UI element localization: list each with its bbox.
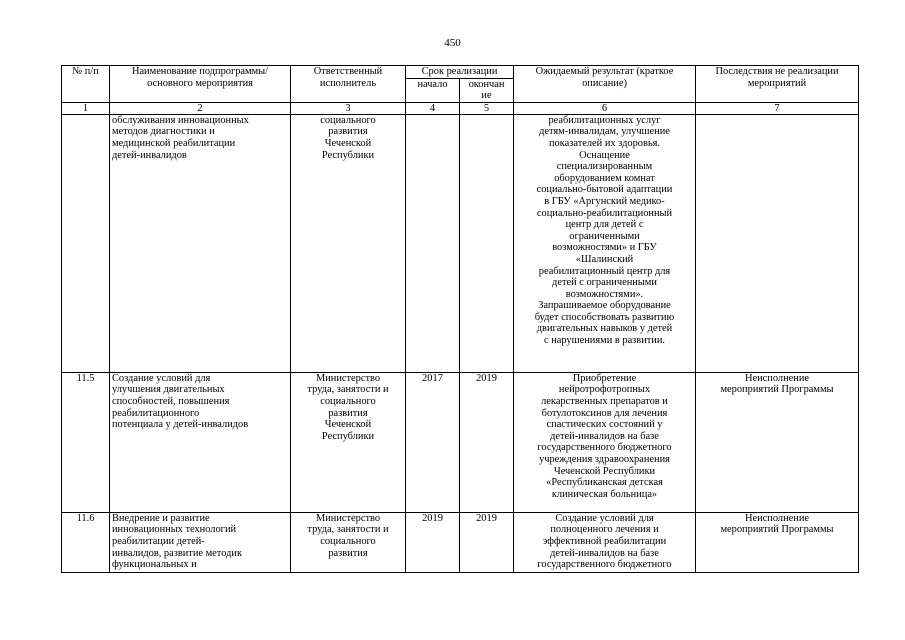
cell-line: в ГБУ «Аргунский медико- [544, 195, 665, 207]
cell-line: лекарственных препаратов и [541, 395, 668, 407]
cell-line: Неисполнение [745, 512, 809, 524]
cell-line: Министерство [315, 512, 381, 524]
cell-line: эффективной реабилитации [542, 535, 667, 547]
cell-line: государственного бюджетного [537, 442, 672, 454]
row-expected-result [514, 372, 696, 512]
cell-line: детей с ограниченными [552, 277, 657, 289]
row-responsible [291, 114, 406, 372]
cell-line: «Республиканская детская [546, 477, 663, 489]
cell-line: Оснащение [579, 149, 630, 161]
cell-line: ограниченными [569, 230, 640, 242]
program-table [61, 65, 859, 573]
cell-line: обслуживания инновационных [112, 114, 249, 126]
cell-line: Чеченской [324, 419, 372, 431]
row-start-year [406, 114, 460, 372]
cell-line: Министерство [315, 372, 381, 384]
column-number-row [62, 102, 859, 114]
cell-line: Чеченской Республики [553, 465, 656, 477]
header-responsible [291, 66, 406, 103]
cell-line: функциональных и [112, 559, 197, 571]
row-number: 11.6 [62, 512, 110, 572]
cell-line: социального [320, 395, 376, 407]
cell-line: развития [328, 126, 368, 138]
cell-line: нейротрофотропных [558, 384, 651, 396]
cell-line: окончан [468, 78, 505, 90]
header-consequences [696, 66, 859, 103]
row-name [110, 512, 291, 572]
header-term: Срок реализации [406, 66, 514, 79]
cell-line: основного мероприятия [147, 77, 253, 89]
column-number: 2 [110, 102, 291, 114]
cell-line: Чеченской [324, 137, 372, 149]
row-consequences [696, 512, 859, 572]
cell-line: Создание условий для [555, 512, 654, 524]
cell-line: возможностями». [565, 288, 644, 300]
cell-line: с нарушениями в развитии. [543, 335, 666, 347]
cell-line: специализированным [556, 161, 653, 173]
cell-line: ие [481, 90, 492, 102]
cell-line: мероприятий [747, 77, 807, 89]
table-row [62, 114, 859, 372]
row-expected-result [514, 512, 696, 572]
row-start-year: 2019 [406, 512, 460, 572]
cell-line: потенциала у детей-инвалидов [112, 419, 249, 431]
cell-line: труда, занятости и [307, 384, 389, 396]
cell-line: реабилитационный центр для [538, 265, 671, 277]
header-start: начало [406, 78, 460, 102]
cell-line: полноценного лечения и [550, 524, 659, 536]
header-num: № п/п [62, 66, 110, 103]
cell-line: мероприятий Программы [720, 524, 834, 536]
cell-line: Наименование подпрограммы/ [131, 66, 269, 77]
cell-line: спастических состояний у [546, 419, 663, 431]
cell-line: детей-инвалидов на базе [550, 430, 659, 442]
cell-line: социально-бытовой адаптации [536, 184, 673, 196]
header-result [514, 66, 696, 103]
cell-line: способностей, повышения [112, 395, 230, 407]
cell-line: центр для детей с [565, 219, 644, 231]
row-number [62, 114, 110, 372]
row-expected-result [514, 114, 696, 372]
row-number: 11.5 [62, 372, 110, 512]
cell-line: возможностями» и ГБУ [552, 242, 657, 254]
column-number: 4 [406, 102, 460, 114]
row-responsible [291, 512, 406, 572]
cell-line: реабилитационного [112, 407, 200, 419]
cell-line: развития [328, 407, 368, 419]
row-end-year: 2019 [460, 512, 514, 572]
cell-line: двигательных навыков у детей [536, 323, 673, 335]
cell-line: реабилитационных услуг [548, 114, 661, 126]
cell-line: инвалидов, развитие методик [112, 547, 242, 559]
cell-line: социального [320, 114, 376, 126]
cell-line: клиническая больница» [551, 488, 658, 500]
column-number: 6 [514, 102, 696, 114]
cell-line: ботулотоксинов для лечения [541, 407, 668, 419]
row-responsible [291, 372, 406, 512]
cell-line: детей-инвалидов [112, 149, 187, 161]
cell-line: Создание условий для [112, 372, 211, 384]
cell-line: Внедрение и развитие [112, 512, 210, 524]
cell-line: методов диагностики и [112, 126, 215, 138]
cell-line: «Шалинский [575, 253, 634, 265]
cell-line: исполнитель [319, 77, 377, 89]
column-number: 7 [696, 102, 859, 114]
table-row [62, 372, 859, 512]
cell-line: мероприятий Программы [720, 384, 834, 396]
cell-line: государственного бюджетного [537, 559, 672, 571]
cell-line: детям-инвалидам, улучшение [539, 126, 670, 138]
cell-line: социального [320, 535, 376, 547]
cell-line: будет способствовать развитию [534, 311, 675, 323]
page-number: 450 [444, 37, 461, 49]
cell-line: Республики [321, 149, 375, 161]
cell-line: учреждения здравоохранения [539, 453, 670, 465]
cell-line: показателей их здоровья. [549, 137, 660, 149]
cell-line: улучшения двигательных [112, 384, 225, 396]
row-consequences [696, 372, 859, 512]
row-name [110, 114, 291, 372]
cell-line: Последствия не реализации [715, 66, 839, 77]
row-start-year: 2017 [406, 372, 460, 512]
row-end-year [460, 114, 514, 372]
cell-line: Ответственный [313, 66, 383, 77]
cell-line: детей-инвалидов на базе [550, 547, 659, 559]
cell-line: развития [328, 547, 368, 559]
table-row [62, 512, 859, 572]
cell-line: Запрашиваемое оборудование [538, 300, 671, 312]
row-end-year: 2019 [460, 372, 514, 512]
cell-line: Ожидаемый результат (краткое [535, 66, 674, 77]
column-number: 3 [291, 102, 406, 114]
cell-line: описание) [582, 77, 627, 89]
column-number: 5 [460, 102, 514, 114]
row-name [110, 372, 291, 512]
cell-line: Республики [321, 430, 375, 442]
cell-line: Неисполнение [745, 372, 809, 384]
cell-line: реабилитации детей- [112, 535, 205, 547]
cell-line: социально-реабилитационный [536, 207, 673, 219]
column-number: 1 [62, 102, 110, 114]
cell-line: инновационных технологий [112, 524, 237, 536]
cell-line: Приобретение [572, 372, 637, 384]
cell-line: труда, занятости и [307, 524, 389, 536]
header-end [460, 78, 514, 102]
cell-line: оборудованием комнат [554, 172, 655, 184]
header-row [62, 66, 859, 79]
header-name [110, 66, 291, 103]
cell-line: медицинской реабилитации [112, 137, 236, 149]
row-consequences [696, 114, 859, 372]
